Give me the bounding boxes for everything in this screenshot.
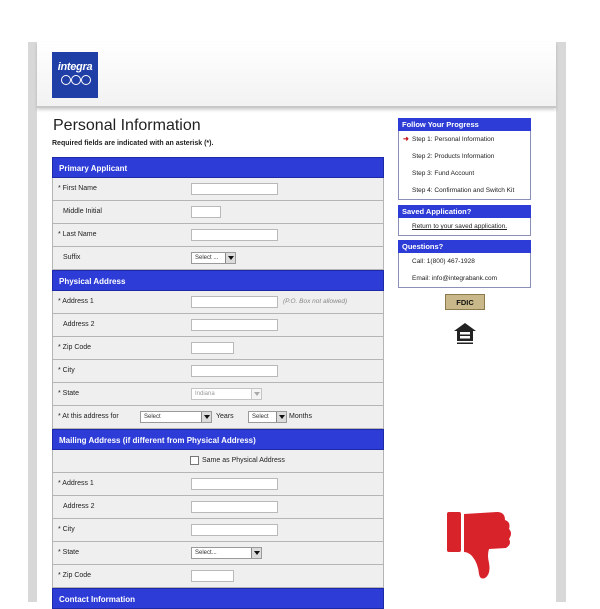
page-title: Personal Information (53, 117, 201, 134)
physical-zip-input[interactable] (191, 342, 234, 354)
return-to-saved-link[interactable]: Return to your saved application. (412, 223, 508, 230)
mailing-zip-label: * Zip Code (58, 572, 92, 579)
current-step-arrow-icon: ➜ (403, 136, 409, 143)
saved-application-panel (398, 205, 531, 236)
application-form (52, 157, 384, 609)
physical-zip-row (52, 337, 384, 360)
same-as-physical-label: Same as Physical Address (202, 457, 285, 464)
email-info: Email: info@integrabank.com (412, 275, 497, 282)
address2-label: Address 2 (63, 321, 95, 328)
mailing-address1-row (52, 473, 384, 496)
progress-step-2 (399, 148, 530, 165)
step-label: Step 4: Confirmation and Switch Kit (412, 187, 515, 194)
physical-address2-row (52, 314, 384, 337)
years-select-value: Select (144, 414, 161, 420)
zip-label: * Zip Code (58, 344, 92, 351)
physical-address2-input[interactable] (191, 319, 278, 331)
thumbs-down-icon (445, 508, 513, 583)
mailing-address2-input[interactable] (191, 501, 278, 513)
chevron-down-icon (251, 389, 261, 399)
suffix-label: Suffix (63, 254, 81, 261)
primary-applicant-header: Primary Applicant (52, 157, 384, 178)
call-info: Call: 1(800) 467-1928 (412, 258, 475, 265)
site-header (37, 42, 556, 108)
fdic-badge: FDIC (445, 294, 485, 310)
last-name-input[interactable] (191, 229, 278, 241)
last-name-label: * Last Name (58, 231, 97, 238)
last-name-row (52, 224, 384, 247)
saved-application-body (398, 218, 531, 236)
mailing-address1-label: * Address 1 (58, 480, 94, 487)
physical-address1-input[interactable] (191, 296, 278, 308)
mailing-address2-label: Address 2 (63, 503, 95, 510)
first-name-label: * First Name (58, 185, 97, 192)
saved-application-header: Saved Application? (398, 205, 531, 218)
months-label: Months (289, 413, 312, 420)
mailing-city-row (52, 519, 384, 542)
months-select-value: Select (252, 414, 269, 420)
questions-panel (398, 240, 531, 288)
logo-rings-icon (61, 75, 91, 85)
mailing-zip-input[interactable] (191, 570, 234, 582)
progress-steps (398, 131, 531, 200)
progress-header: Follow Your Progress (398, 118, 531, 131)
step-label: Step 2: Products Information (412, 153, 495, 160)
chevron-down-icon (201, 412, 211, 422)
middle-initial-row (52, 201, 384, 224)
po-box-note: (P.O. Box not allowed) (283, 298, 348, 305)
suffix-select-value: Select ... (195, 255, 219, 261)
time-at-address-row (52, 406, 384, 429)
physical-city-row (52, 360, 384, 383)
questions-header: Questions? (398, 240, 531, 253)
chevron-down-icon (276, 412, 286, 422)
first-name-row (52, 178, 384, 201)
state-label: * State (58, 390, 80, 397)
progress-step-1 (399, 131, 530, 148)
mailing-address-header: Mailing Address (if different from Physical Address) (52, 429, 384, 450)
progress-step-4 (399, 182, 530, 199)
contact-information-header: Contact Information (52, 588, 384, 609)
questions-body (398, 253, 531, 288)
progress-step-3 (399, 165, 530, 182)
mailing-state-value: Select... (195, 550, 217, 556)
mailing-zip-row (52, 565, 384, 588)
step-label: Step 3: Fund Account (412, 170, 475, 177)
middle-initial-input[interactable] (191, 206, 221, 218)
time-at-address-label: * At this address for (58, 413, 119, 420)
mailing-city-input[interactable] (191, 524, 278, 536)
months-select[interactable] (248, 411, 287, 423)
equal-housing-lender-icon (453, 321, 477, 345)
mailing-address1-input[interactable] (191, 478, 278, 490)
address1-label: * Address 1 (58, 298, 94, 305)
mailing-city-label: * City (58, 526, 75, 533)
logo-text: integra (57, 61, 93, 73)
same-as-physical-row (52, 450, 384, 473)
chevron-down-icon (251, 548, 261, 558)
same-as-physical-checkbox[interactable] (190, 456, 199, 465)
mailing-state-label: * State (58, 549, 80, 556)
middle-initial-label: Middle Initial (63, 208, 102, 215)
progress-panel (398, 118, 531, 200)
physical-state-row (52, 383, 384, 406)
physical-address1-row (52, 291, 384, 314)
physical-state-select[interactable] (191, 388, 262, 400)
physical-state-value: Indiana (195, 391, 215, 397)
suffix-row (52, 247, 384, 270)
step-label: Step 1: Personal Information (412, 136, 495, 143)
integra-logo[interactable] (52, 52, 98, 98)
years-label: Years (216, 413, 234, 420)
mailing-address2-row (52, 496, 384, 519)
city-label: * City (58, 367, 75, 374)
mailing-state-select[interactable] (191, 547, 262, 559)
first-name-input[interactable] (191, 183, 278, 195)
chevron-down-icon (225, 253, 235, 263)
physical-city-input[interactable] (191, 365, 278, 377)
mailing-state-row (52, 542, 384, 565)
years-select[interactable] (140, 411, 212, 423)
physical-address-header: Physical Address (52, 270, 384, 291)
suffix-select[interactable] (191, 252, 236, 264)
required-note: Required fields are indicated with an asterisk (*). (52, 140, 214, 147)
